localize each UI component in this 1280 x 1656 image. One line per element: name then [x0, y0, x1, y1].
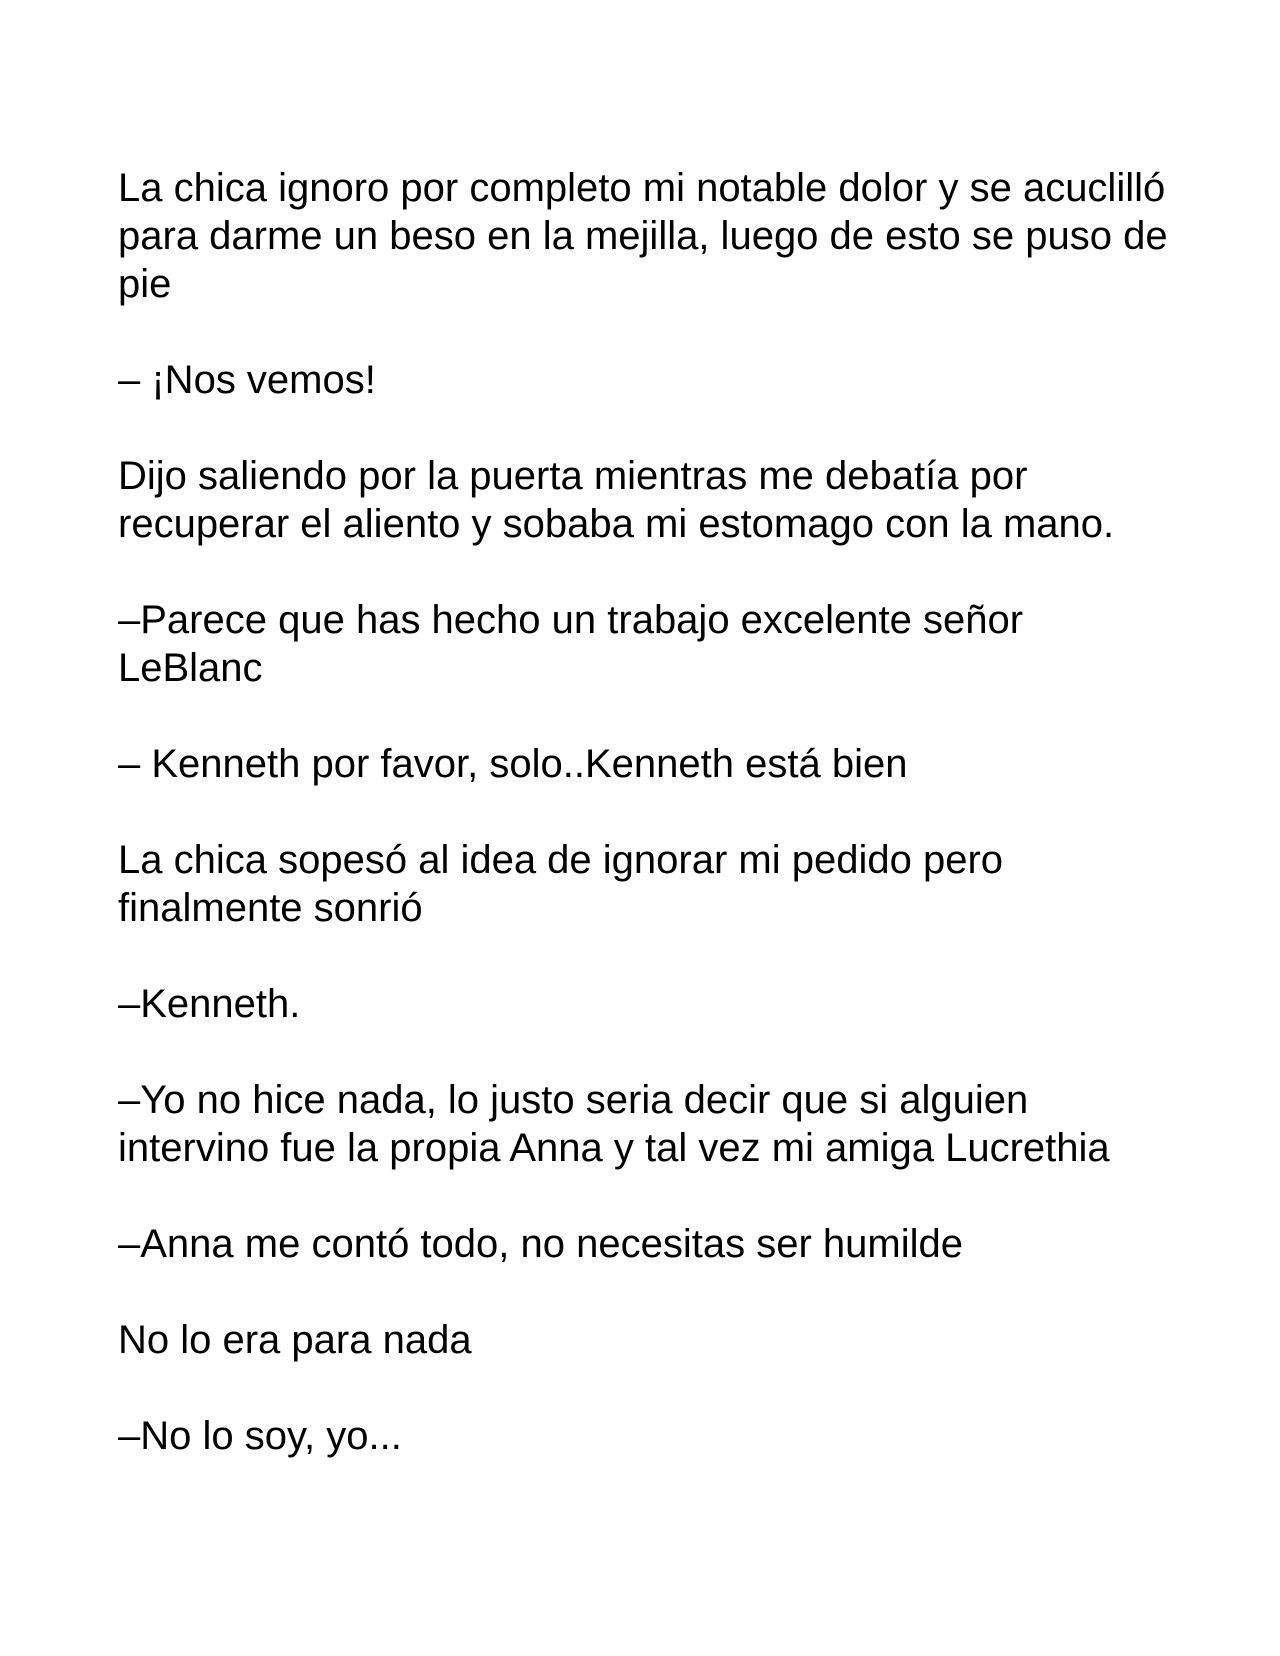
document-body — [118, 164, 1178, 1508]
dialogue-line: – ¡Nos vemos! — [118, 358, 376, 402]
paragraph: La chica sopesó al idea de ignorar mi pedido pero finalmente sonrió — [118, 838, 1004, 930]
dialogue-line: –Anna me contó todo, no necesitas ser humilde — [118, 1222, 963, 1266]
dialogue-line: –Kenneth. — [118, 982, 301, 1026]
paragraph: No lo era para nada — [118, 1318, 472, 1362]
dialogue-line: –No lo soy, yo... — [118, 1414, 402, 1458]
dialogue-line: –Parece que has hecho un trabajo excelente señor LeBlanc — [118, 598, 1024, 690]
paragraph: La chica ignoro por completo mi notable dolor y se acuclilló para darme un beso en la mejilla, luego de esto se puso de pie — [118, 166, 1168, 306]
dialogue-line: – Kenneth por favor, solo..Kenneth está bien — [118, 742, 908, 786]
dialogue-line: –Yo no hice nada, lo justo seria decir que si alguien intervino fue la propia Anna y tal vez mi amiga Lucrethia — [118, 1078, 1110, 1170]
paragraph: Dijo saliendo por la puerta mientras me debatía por recuperar el aliento y sobaba mi estomago con la mano. — [118, 454, 1115, 546]
